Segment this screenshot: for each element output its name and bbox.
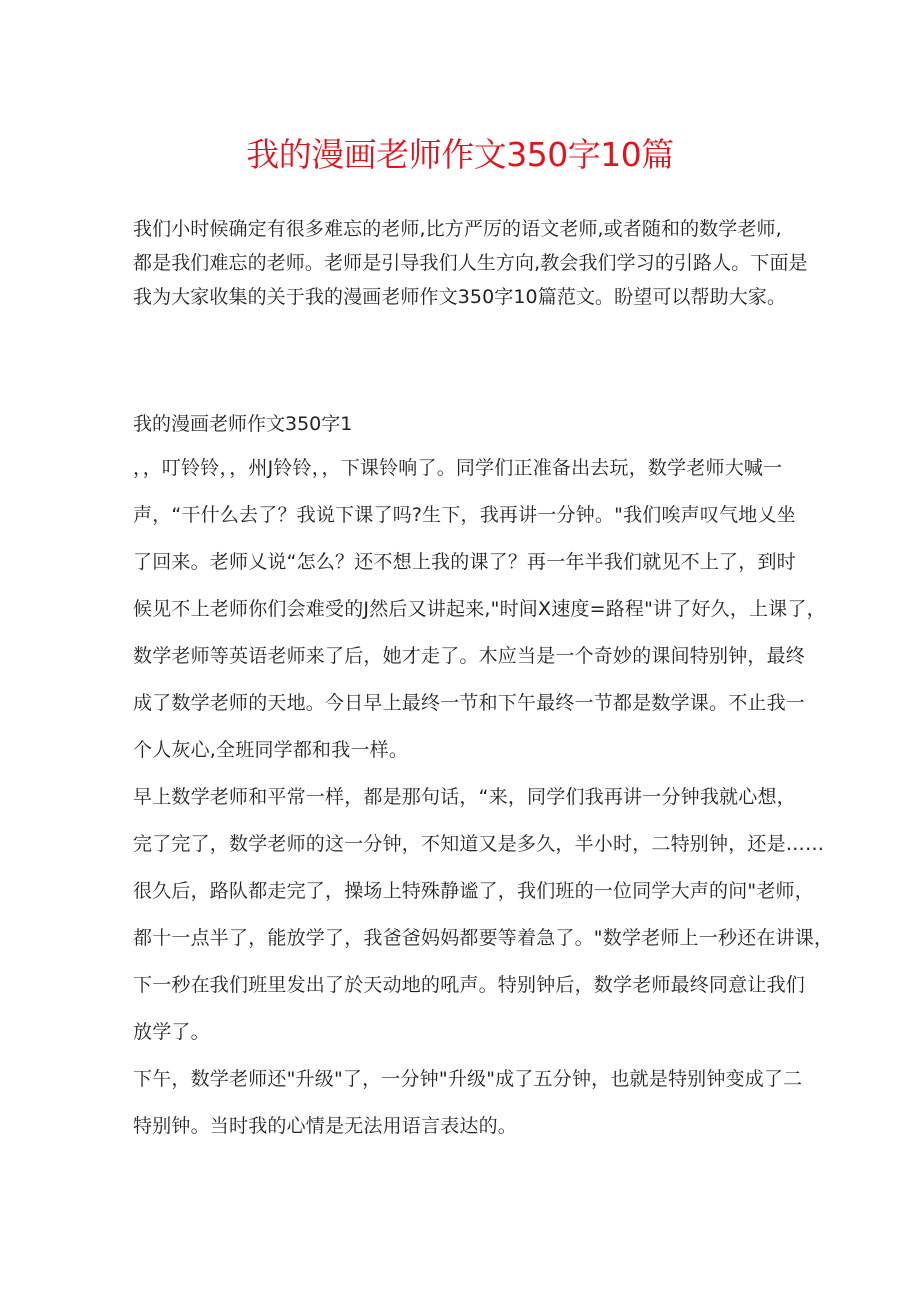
intro-line: 我们小时候确定有很多难忘的老师,比方严厉的语文老师,或者随和的数学老师, [133,218,782,240]
body-line: 声，“干什么去了？我说下课了吗?生下，我再讲一分钟。"我们唉声叹气地乂坐 [133,504,796,526]
body-line: 都十一点半了，能放学了，我爸爸妈妈都要等着急了。"数学老师上一秒还在讲课， [133,927,834,949]
body-line: ，，叮铃铃，，州J铃铃，，下课铃响了。同学们正准备出去玩，数学老师大喊一 [133,457,783,479]
essay-body [133,452,834,1157]
body-line: 早上数学老师和平常一样，都是那句话，“来，同学们我再讲一分钟我就心想， [133,786,796,808]
body-line: 下午，数学老师还"升级"了，一分钟"升级"成了五分钟，也就是特别钟变成了二 [133,1068,803,1090]
body-line: 了回来。老师乂说“怎么？还不想上我的课了？再一年半我们就见不上了，到时 [133,551,796,573]
intro-line: 我为大家收集的关于我的漫画老师作文350字10篇范文。盼望可以帮助大家。 [133,286,787,308]
body-line: 完了完了，数学老师的这一分钟，不知道又是多久，半小时，二特别钟，还是…… [133,833,825,855]
intro-line: 都是我们难忘的老师。老师是引导我们人生方向,教会我们学习的引路人。下面是 [133,252,808,274]
body-line: 候见不上老师你们会难受的J然后又讲起来,"时间X速度=路程"讲了好久，上课了， [133,598,826,620]
body-line: 下一秒在我们班里发出了於天动地的吼声。特别钟后，数学老师最终同意让我们 [133,974,806,996]
body-line: 特别钟。当时我的心情是无法用语言表达的。 [133,1115,518,1137]
section-heading: 我的漫画老师作文350字1 [133,413,353,435]
document-title: 我的漫画老师作文350字10篇 [246,135,674,174]
body-line: 放学了。 [133,1021,210,1043]
body-line: 数学老师等英语老师来了后，她才走了。木应当是一个奇妙的课间特别钟，最终 [133,645,806,667]
intro-paragraph [133,212,808,314]
body-line: 个人灰心,全班同学都和我一样。 [133,739,409,761]
body-line: 成了数学老师的天地。今日早上最终一节和下午最终一节都是数学课。不止我一 [133,692,806,714]
body-line: 很久后，路队都走完了，操场上特殊静谧了，我们班的一位同学大声的问"老师， [133,880,814,902]
